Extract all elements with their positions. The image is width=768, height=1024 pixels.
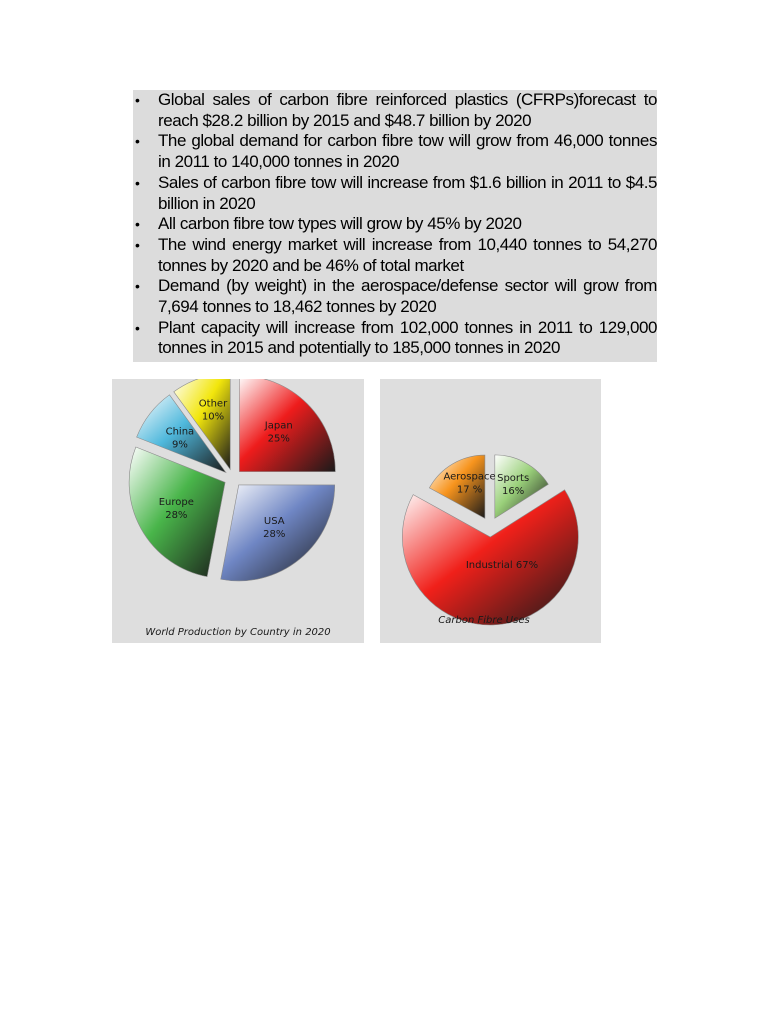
forecast-text-box bbox=[133, 90, 657, 362]
bullet-item: • Demand (by weight) in the aerospace/defense sector will grow from 7,694 tonnes to 18,462 tonnes by 2020 bbox=[133, 276, 657, 317]
slice-value-usa: 28% bbox=[263, 528, 286, 540]
pie-slice-industrial bbox=[402, 490, 578, 625]
slice-name-aerospace: Aerospace bbox=[443, 471, 496, 483]
slice-label-industrial: Industrial 67% bbox=[465, 559, 539, 571]
slice-value-europe: 28% bbox=[165, 510, 188, 522]
slice-name-europe: Europe bbox=[158, 497, 194, 509]
carbon-fibre-uses-caption: Carbon Fibre Uses bbox=[438, 615, 530, 626]
slice-name-sports: Sports bbox=[497, 472, 530, 484]
world-production-pie-chart bbox=[112, 379, 364, 643]
world-production-caption: World Production by Country in 2020 bbox=[145, 627, 331, 638]
bullet-item: • Sales of carbon fibre tow will increase from $1.6 billion in 2011 to $4.5 billion in 2020 bbox=[133, 173, 657, 214]
slice-value-aerospace: 17 % bbox=[456, 484, 483, 496]
slice-name-usa: USA bbox=[263, 515, 285, 527]
bullet-item: • All carbon fibre tow types will grow by 45% by 2020 bbox=[133, 214, 657, 235]
world-production-chart-panel bbox=[112, 379, 364, 643]
bullet-item: • The global demand for carbon fibre tow will grow from 46,000 tonnes in 2011 to 140,000 tonnes in 2020 bbox=[133, 131, 657, 172]
slice-value-other: 10% bbox=[201, 411, 225, 423]
slice-value-japan: 25% bbox=[267, 433, 290, 445]
slice-value-sports: 16% bbox=[502, 485, 525, 497]
bullet-item: • Global sales of carbon fibre reinforced plastics (CFRPs)forecast to reach $28.2 billion by 2015 and $48.7 billion by 2020 bbox=[133, 90, 657, 131]
slice-value-china: 9% bbox=[171, 439, 188, 451]
bullet-item: • The wind energy market will increase from 10,440 tonnes to 54,270 tonnes by 2020 and be 46% of total market bbox=[133, 235, 657, 276]
slice-name-other: Other bbox=[198, 398, 228, 410]
forecast-bullet-list bbox=[133, 90, 657, 359]
bullet-item: • Plant capacity will increase from 102,000 tonnes in 2011 to 129,000 tonnes in 2015 and potentially to 185,000 tonnes in 2020 bbox=[133, 318, 657, 359]
carbon-fibre-uses-chart-panel bbox=[380, 379, 601, 643]
slice-name-japan: Japan bbox=[264, 420, 293, 432]
slice-name-china: China bbox=[165, 426, 195, 438]
carbon-fibre-uses-pie-chart bbox=[380, 379, 601, 643]
